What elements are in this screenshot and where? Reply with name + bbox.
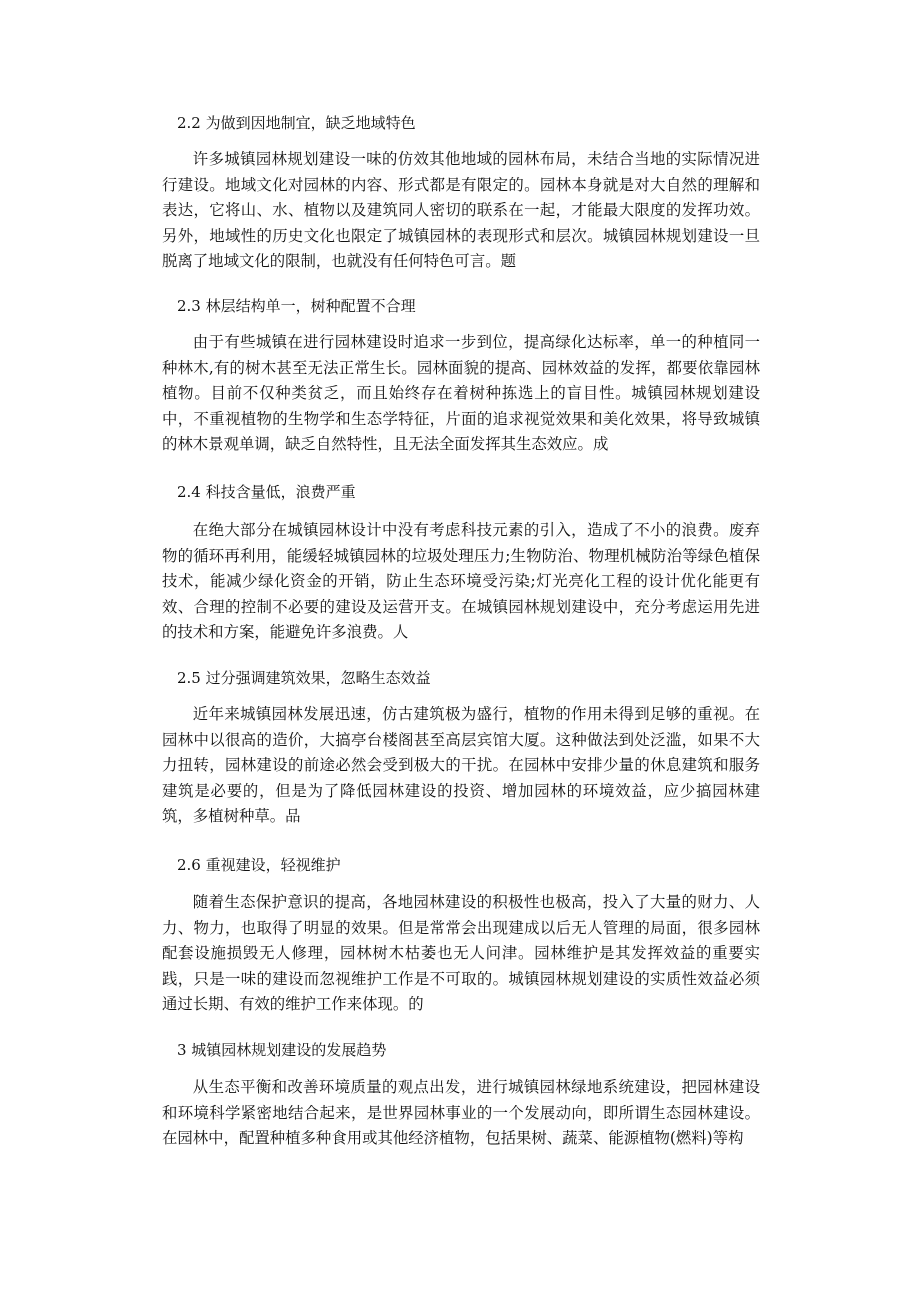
section-heading-3: 3 城镇园林规划建设的发展趋势 [177, 1041, 387, 1059]
section-paragraph-2-5: 近年来城镇园林发展迅速，仿古建筑极为盛行，植物的作用未得到足够的重视。在园林中以很高的造价，大搞亭台楼阁甚至高层宾馆大厦。这种做法到处泛滥，如果不大力扭转，园林建设的前途必然会受到极大的干扰。在园林中安排少量的休息建筑和服务建筑是必要的，但是为了降低园林建设的投资、增加园林的环境效益，应少搞园林建筑，多植树种草。品 [162, 705, 760, 826]
section-paragraph-2-3: 由于有些城镇在进行园林建设时追求一步到位，提高绿化达标率，单一的种植同一种林木,有的树木甚至无法正常生长。园林面貌的提高、园林效益的发挥，都要依靠园林植物。目前不仅种类贫乏，而且始终存在着树种拣选上的盲目性。城镇园林规划建设中，不重视植物的生物学和生态学特征，片面的追求视觉效果和美化效果，将导致城镇的林木景观单调，缺乏自然特性，且无法全面发挥其生态效应。成 [162, 333, 760, 454]
section-heading-2-2: 2.2 为做到因地制宜，缺乏地域特色 [177, 114, 416, 132]
section-paragraph-2-2: 许多城镇园林规划建设一味的仿效其他地域的园林布局，未结合当地的实际情况进行建设。地域文化对园林的内容、形式都是有限定的。园林本身就是对大自然的理解和表达，它将山、水、植物以及建筑同人密切的联系在一起，才能最大限度的发挥功效。另外，地域性的历史文化也限定了城镇园林的表现形式和层次。城镇园林规划建设一旦脱离了地域文化的限制，也就没有任何特色可言。题 [162, 150, 760, 271]
section-heading-2-5: 2.5 过分强调建筑效果，忽略生态效益 [177, 669, 431, 687]
section-paragraph-2-6: 随着生态保护意识的提高，各地园林建设的积极性也极高，投入了大量的财力、人力、物力，也取得了明显的效果。但是常常会出现建成以后无人管理的局面，很多园林配套设施损毁无人修理，园林树木枯萎也无人问津。园林维护是其发挥效益的重要实践，只是一味的建设而忽视维护工作是不可取的。城镇园林规划建设的实质性效益必须通过长期、有效的维护工作来体现。的 [162, 893, 760, 1014]
section-heading-2-4: 2.4 科技含量低，浪费严重 [177, 483, 356, 501]
section-paragraph-3: 从生态平衡和改善环境质量的观点出发，进行城镇园林绿地系统建设，把园林建设和环境科学紧密地结合起来，是世界园林事业的一个发展动向，即所谓生态园林建设。在园林中，配置种植多种食用或其他经济植物，包括果树、蔬菜、能源植物(燃料)等构 [162, 1078, 760, 1148]
section-heading-2-3: 2.3 林层结构单一，树种配置不合理 [177, 297, 416, 315]
section-paragraph-2-4: 在绝大部分在城镇园林设计中没有考虑科技元素的引入，造成了不小的浪费。废弃物的循环再利用，能缓轻城镇园林的垃圾处理压力;生物防治、物理机械防治等绿色植保技术，能减少绿化资金的开销，防止生态环境受污染;灯光亮化工程的设计优化能更有效、合理的控制不必要的建设及运营开支。在城镇园林规划建设中，充分考虑运用先进的技术和方案，能避免许多浪费。人 [162, 521, 760, 642]
section-heading-2-6: 2.6 重视建设，轻视维护 [177, 856, 341, 874]
